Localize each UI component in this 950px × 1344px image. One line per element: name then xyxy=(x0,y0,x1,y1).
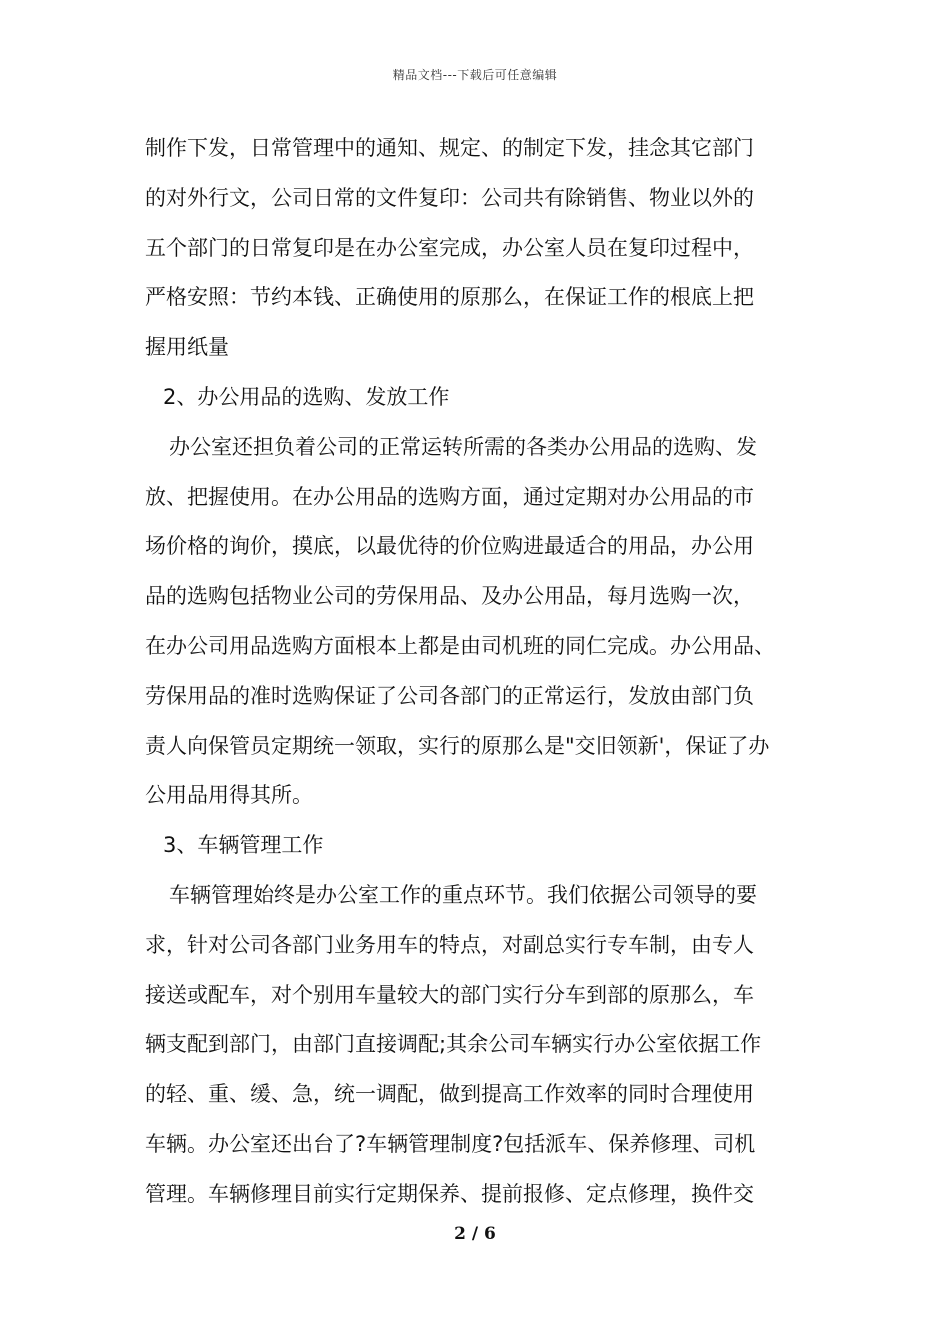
text-line: 制作下发，日常管理中的通知、规定、的制定下发，挂念其它部门 xyxy=(145,136,754,160)
text-line: 五个部门的日常复印是在办公室完成，办公室人员在复印过程中， xyxy=(145,235,754,260)
text-line: 劳保用品的准时选购保证了公司各部门的正常运行，发放由部门负 xyxy=(145,683,754,708)
text-line: 品的选购包括物业公司的劳保用品、及办公用品，每月选购一次， xyxy=(145,584,754,609)
text-line: 严格安照：节约本钱、正确使用的原那么，在保证工作的根底上把 xyxy=(145,285,754,310)
text-line: 放、把握使用。在办公用品的选购方面，通过定期对办公用品的市 xyxy=(145,484,754,509)
text-line: 场价格的询价，摸底，以最优待的价位购进最适合的用品，办公用 xyxy=(145,534,754,559)
text-line: 握用纸量 xyxy=(145,335,229,360)
section-heading: 3、车辆管理工作 xyxy=(163,833,324,858)
document-body xyxy=(145,124,835,1220)
text-line: 接送或配车，对个别用车量较大的部门实行分车到部的原那么，车 xyxy=(145,982,754,1007)
text-line: 车辆管理始终是办公室工作的重点环节。我们依据公司领导的要 xyxy=(169,882,757,907)
section-heading: 2、办公用品的选购、发放工作 xyxy=(163,384,450,409)
text-line: 辆支配到部门，由部门直接调配;其余公司车辆实行办公室依据工作 xyxy=(145,1032,762,1057)
text-line: 公用品用得其所。 xyxy=(145,783,313,808)
text-line: 的轻、重、缓、急，统一调配，做到提高工作效率的同时合理使用 xyxy=(145,1082,754,1107)
text-line: 求，针对公司各部门业务用车的特点，对副总实行专车制，由专人 xyxy=(145,932,754,957)
text-line: 车辆。办公室还出台了?车辆管理制度?包括派车、保养修理、司机 xyxy=(145,1131,756,1156)
text-line: 在办公司用品选购方面根本上都是由司机班的同仁完成。办公用品、 xyxy=(145,633,775,658)
text-line: 管理。车辆修理目前实行定期保养、提前报修、定点修理，换件交 xyxy=(145,1181,754,1206)
page-number: 2 / 6 xyxy=(454,1224,496,1244)
text-line: 责人向保管员定期统一领取，实行的原那么是"交旧领新'，保证了办 xyxy=(145,733,770,758)
page-header: 精品文档---下载后可任意编辑 xyxy=(392,68,558,82)
text-line: 办公室还担负着公司的正常运转所需的各类办公用品的选购、发 xyxy=(169,434,757,459)
text-line: 的对外行文，公司日常的文件复印：公司共有除销售、物业以外的 xyxy=(145,185,754,210)
